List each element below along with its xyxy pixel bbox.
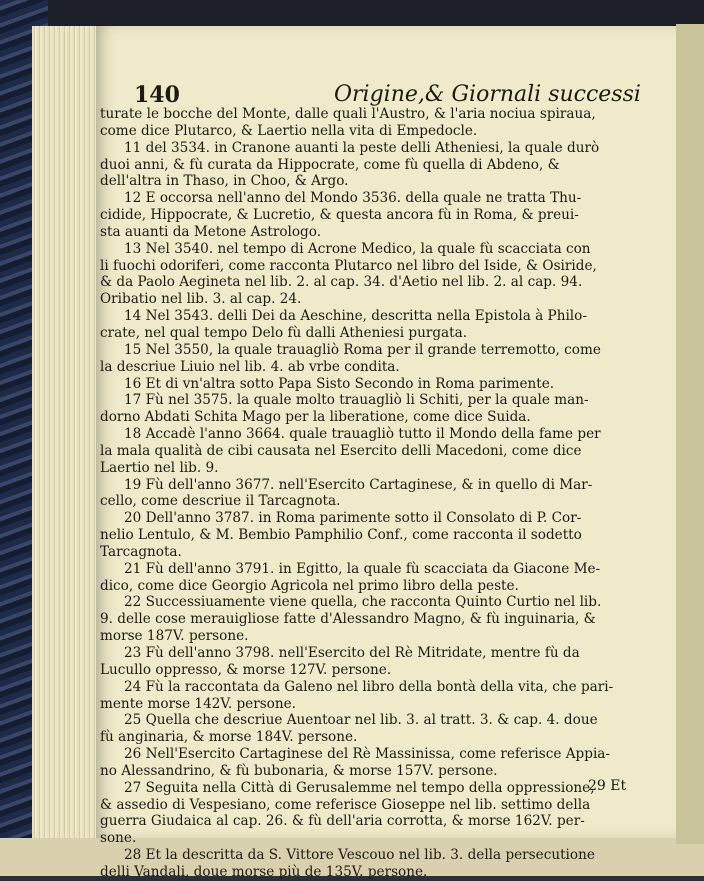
text-line: Tarcagnota. [100,543,182,560]
text-line: morse 187V. persone. [100,628,249,645]
text-line: guerra Giudaica al cap. 26. & fù dell'aria corrotta, & morse 162V. per- [100,813,585,830]
text-line: dorno Abdati Schita Mago per la liberatione, come dice Suida. [100,409,531,426]
text-line: & assedio di Vespesiano, come referisce Gioseppe nel lib. settimo della [100,796,591,813]
text-line: 18 Accadè l'anno 3664. quale trauagliò tutto il Mondo della fame per [124,426,601,443]
text-line: turate le bocche del Monte, dalle quali l'Austro, & l'aria nociua spiraua, [100,106,596,122]
text-line: Oribatio nel lib. 3. al cap. 24. [100,291,302,308]
text-line: 22 Successiuamente viene quella, che racconta Quinto Curtio nel lib. [124,594,602,611]
text-line: no Alessandrino, & fù bubonaria, & morse 157V. persone. [100,762,498,779]
text-line: Lucullo oppresso, & morse 127V. persone. [100,661,392,678]
text-line: 24 Fù la raccontata da Galeno nel libro della bontà della vita, che pari- [124,678,614,695]
text-line: 21 Fù dell'anno 3791. in Egitto, la quale fù scacciata da Giacone Me- [124,560,601,577]
text-line: 28 Et la descritta da S. Vittore Vescouo nel lib. 3. della persecutione [124,847,595,864]
text-line: 27 Seguita nella Città di Gerusalemme nel tempo della oppressione, [124,779,595,796]
text-line: 14 Nel 3543. delli Dei da Aeschine, descritta nella Epistola à Philo- [124,308,587,325]
text-line: crate, nel qual tempo Delo fù dalli Atheniesi purgata. [100,324,468,341]
running-title: Origine,& Giornali successi [334,82,641,107]
text-line: 12 E occorsa nell'anno del Mondo 3536. della quale ne tratta Thu- [124,190,582,207]
text-line: li fuochi odoriferi, come racconta Plutarco nel libro del Iside, & Osiride, [100,257,597,274]
text-line: cidide, Hippocrate, & Lucretio, & questa ancora fù in Roma, & preui- [100,207,579,224]
text-line: 9. delle cose merauigliose fatte d'Alessandro Magno, & fù inguinaria, & [100,611,596,628]
text-line: nelio Lentulo, & M. Bembio Pamphilio Conf., come racconta il sodetto [100,527,582,544]
text-line: fù anginaria, & morse 184V. persone. [100,729,358,746]
text-line: 11 del 3534. in Cranone auanti la peste delli Atheniesi, la quale durò [124,139,600,156]
text-line: come dice Plutarco, & Laertio nella vita di Empedocle. [100,122,478,139]
text-line: 19 Fù dell'anno 3677. nell'Esercito Cartaginese, & in quello di Mar- [124,476,593,493]
text-line: 15 Nel 3550, la quale trauagliò Roma per il grande terremotto, come [124,341,601,358]
text-line: sone. [100,830,137,847]
text-line: 13 Nel 3540. nel tempo di Acrone Medico, la quale fù scacciata con [124,240,591,257]
text-line: dell'altra in Thaso, in Choo, & Argo. [100,173,349,190]
text-line: & da Paolo Aegineta nel lib. 2. al cap. 34. d'Aetio nel lib. 2. al cap. 94. [100,274,583,291]
text-line: 20 Dell'anno 3787. in Roma parimente sotto il Consolato di P. Cor- [124,510,582,527]
page-stack-edge [32,26,102,838]
facing-page-edge [676,24,704,844]
text-line: 26 Nell'Esercito Cartaginese del Rè Massinissa, come referisce Appia- [124,746,611,763]
text-line: 23 Fù dell'anno 3798. nell'Esercito del Rè Mitridate, mentre fù da [124,645,580,661]
body-text [100,106,672,881]
text-line: dico, come dice Georgio Agricola nel primo libro della peste. [100,577,519,594]
text-line: duoi anni, & fù curata da Hippocrate, come fù quella di Abdeno, & [100,156,560,173]
text-line: delli Vandali, doue morse più de 135V. persone. [100,863,428,880]
text-line: cello, come descriue il Tarcagnota. [100,493,341,510]
text-line: la mala qualità de cibi causata nel Esercito delli Macedoni, come dice [100,442,582,459]
text-line: Laertio nel lib. 9. [100,459,219,476]
text-line: 25 Quella che descriue Auentoar nel lib. 3. al tratt. 3. & cap. 4. doue [124,712,598,729]
text-line: mente morse 142V. persone. [100,695,296,712]
text-line: la descriue Liuio nel lib. 4. ab vrbe condita. [100,358,400,375]
text-line: 16 Et di vn'altra sotto Papa Sisto Secondo in Roma parimente. [124,375,555,392]
text-line: 17 Fù nel 3575. la quale molto trauagliò li Schiti, per la quale man- [124,392,589,409]
text-line: sta auanti da Metone Astrologo. [100,223,322,240]
page-number: 140 [134,82,180,108]
catchword: 29 Et [588,778,627,794]
